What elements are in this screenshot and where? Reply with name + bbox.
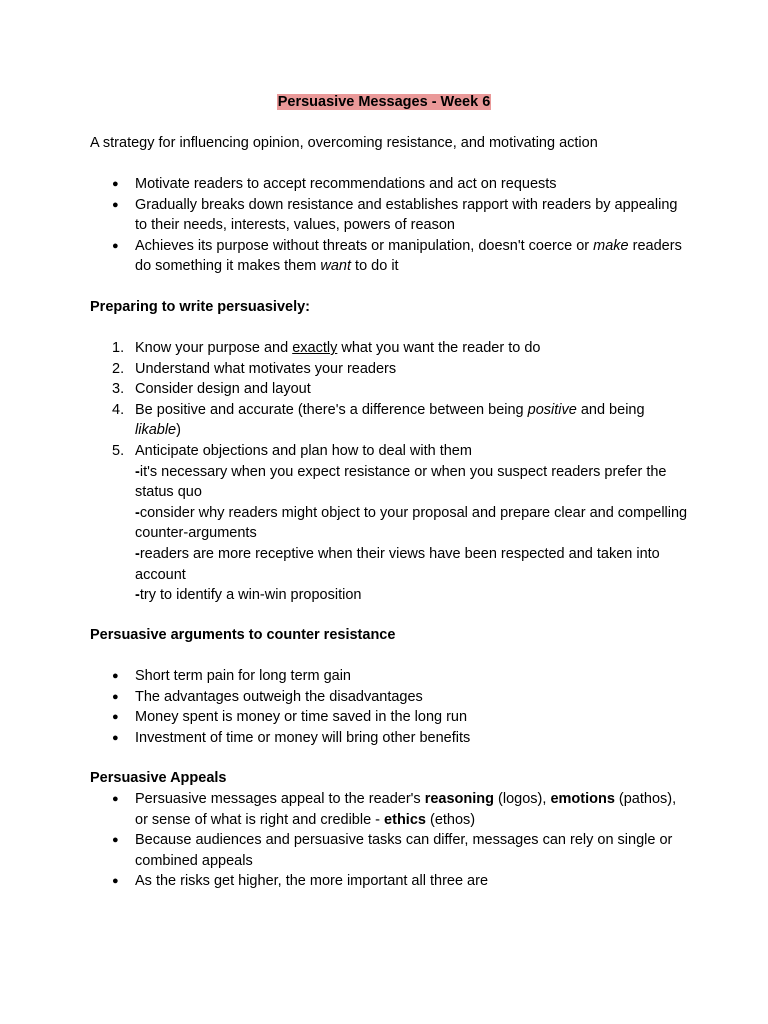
list-item: ● Short term pain for long term gain — [90, 666, 690, 687]
title-row — [0, 92, 768, 113]
sub-point: -it's necessary when you expect resistance or when you suspect readers prefer the status quo — [135, 463, 667, 501]
intro-bullet-list — [90, 174, 690, 277]
sub-point: -readers are more receptive when their views have been respected and taken into account — [135, 545, 660, 583]
arguments-bullet-list — [90, 666, 690, 748]
list-item: 2. Understand what motivates your readers — [112, 360, 397, 377]
arguments-section — [90, 666, 690, 748]
list-item: 4. Be positive and accurate (there's a difference between being positive and being likable) — [112, 401, 645, 439]
intro-paragraph: A strategy for influencing opinion, overcoming resistance, and motivating action — [90, 135, 598, 151]
arguments-heading: Persuasive arguments to counter resistance — [90, 627, 396, 643]
sub-point: -try to identify a win-win proposition — [135, 587, 362, 604]
appeals-section — [90, 789, 690, 892]
list-item: 1. Know your purpose and exactly what you want the reader to do — [112, 340, 541, 356]
list-item: ● Motivate readers to accept recommendations and act on requests — [90, 174, 690, 195]
appeals-bullet-list — [90, 789, 690, 892]
sub-point: -consider why readers might object to your proposal and prepare clear and compelling counter-arguments — [135, 504, 688, 542]
list-item: ● Persuasive messages appeal to the reader's reasoning (logos), emotions (pathos), or sense of what is right and credible - ethics (ethos) — [90, 789, 690, 830]
list-item: ● Investment of time or money will bring other benefits — [90, 728, 690, 749]
list-item: ● The advantages outweigh the disadvantages — [90, 687, 690, 708]
list-item: ● As the risks get higher, the more important all three are — [90, 871, 690, 892]
preparing-section — [90, 338, 690, 606]
preparing-numbered-list — [90, 338, 690, 606]
intro-bullet-section — [90, 174, 690, 277]
list-item: 5. Anticipate objections and plan how to deal with them -it's necessary when you expect resistance or when you suspect readers prefer the status quo -consider why readers might object to your proposal and prepare clear and compelling counter-arguments -readers are more receptive when their views have been respected and taken into account -try to identify a win-win proposition — [90, 441, 690, 606]
list-item: ● Achieves its purpose without threats or manipulation, doesn't coerce or make readers do something it makes them want to do it — [90, 236, 690, 277]
list-item: ● Because audiences and persuasive tasks can differ, messages can rely on single or combined appeals — [90, 830, 690, 871]
appeals-heading: Persuasive Appeals — [90, 770, 227, 786]
list-item: 3. Consider design and layout — [112, 381, 311, 398]
list-item: ● Gradually breaks down resistance and establishes rapport with readers by appealing to their needs, interests, values, powers of reason — [90, 195, 690, 236]
list-item: ● Money spent is money or time saved in the long run — [90, 707, 690, 728]
preparing-heading: Preparing to write persuasively: — [90, 299, 310, 315]
document-title: Persuasive Messages - Week 6 — [277, 94, 491, 110]
